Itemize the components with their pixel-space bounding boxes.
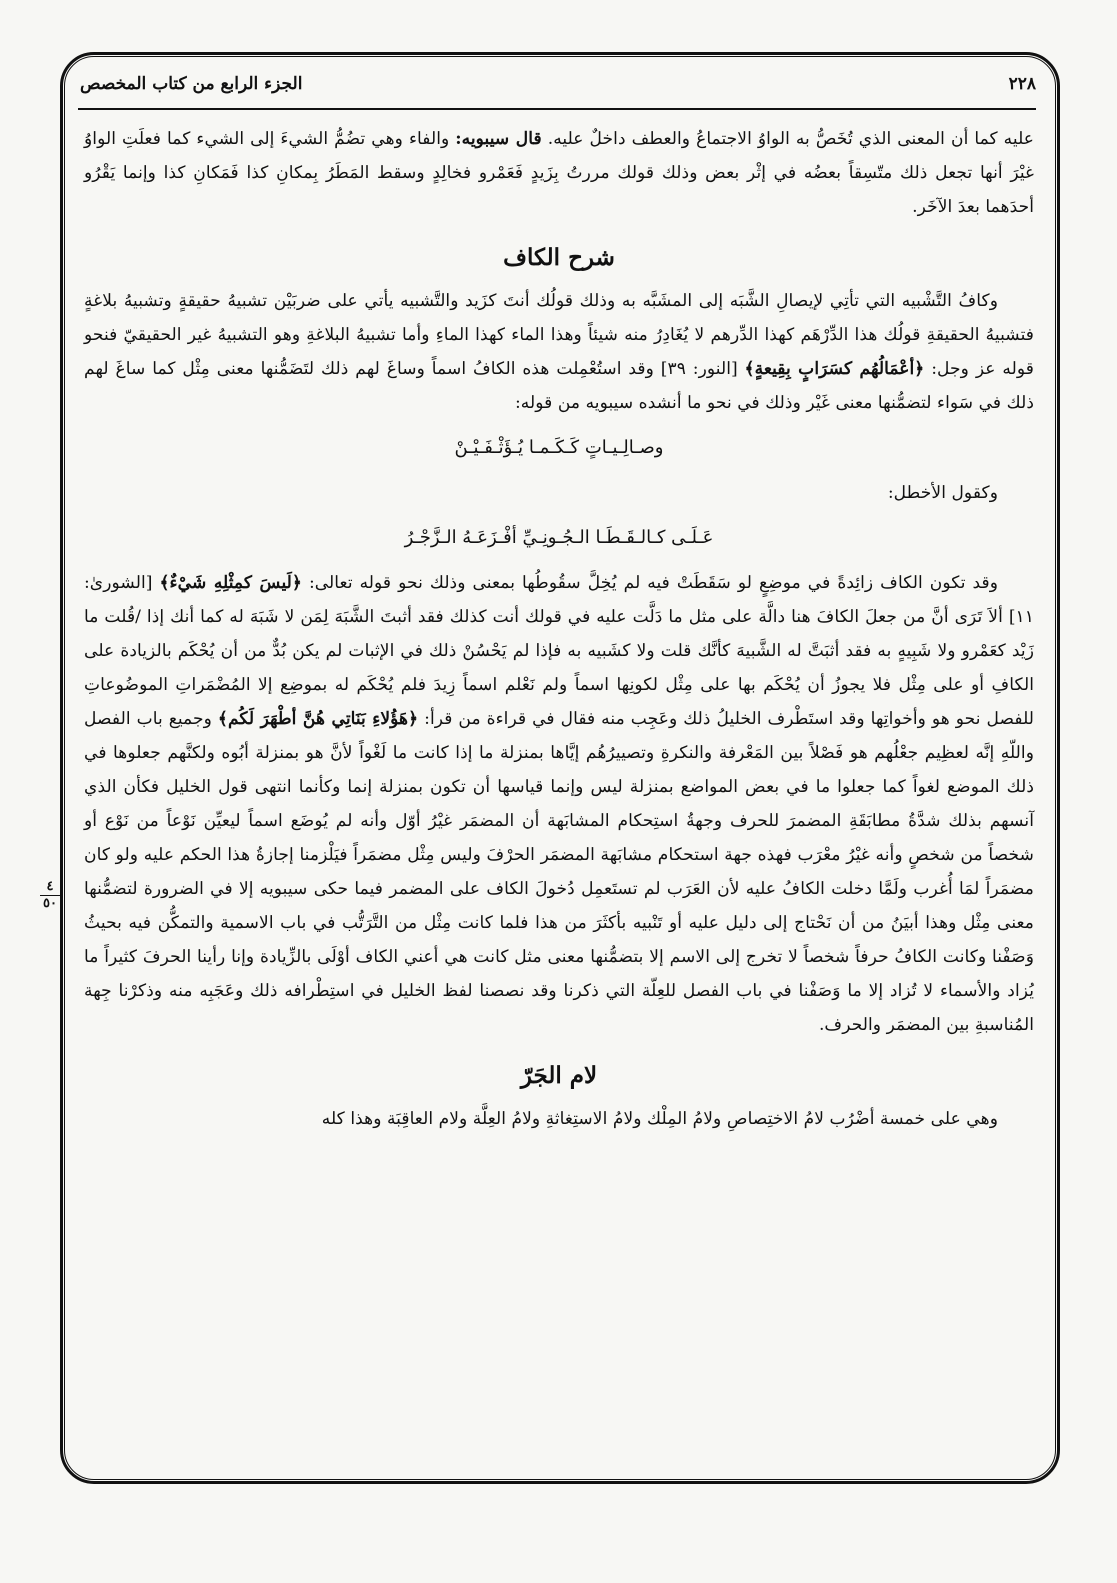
page-number: ٢٢٨ — [1008, 74, 1036, 94]
kaf-paragraph-3 — [84, 566, 1034, 1042]
kaf-paragraph-1 — [84, 284, 1034, 420]
kaf-p3-text-1: وقد تكون الكاف زائِدةً في موضِعٍ لو سَقَطَتْ فيه لم يُخِلَّ سقُوطُها بمعنى وذلك نحو قوله تعالى: — [308, 573, 998, 593]
section-lam-title: لام الجَرّ — [520, 1062, 598, 1089]
margin-folio-note — [30, 880, 70, 911]
page-body — [84, 122, 1034, 1136]
verse-2: عَـلَـى كـالـقَـطَـا الـجُـونِـيِّ أفْـزَعَـهُ الـزَّجْـرُ — [404, 527, 714, 548]
kaf-p3-text-2: [الشورىٰ: ١١] ألاَ تَرَى أنَّ من جعلَ الكافَ هنا دالَّة على مثل ما دَلَّت عليه في قولك أنت كذلك فقد أثبتَ الشَّبَهَ لِمَن لا شَبَهَ له كما أنك إذا /قُلت ما زَيْد كعَمْرو ولا شَبِيهٍ به فقد أثبَتَّ له الشَّبيهَ كأنَّك قلت ولا كشَبيه به فإذا لم يَحْسُنْ ذلك في الإثبات لم يكن بُدٌّ من أن يُحْكَم بالزيادة على الكافِ أو على مِثْل فلا يجوزُ أن يُحْكَم بها على مِثْل لكونِها اسماً ولم نَعْلم اسماً زِيدَ فلم يُحْكَم له بموضِع إلا المُضْمَراتِ الموضُوعاتِ للفصل نحو هو وأخواتِها وقد استَطْرف الخليلُ ذلك وعَجِب منه فقال في قراءة من قرأ: — [84, 573, 1035, 729]
margin-note-bottom: ٥٠ — [43, 896, 57, 911]
margin-note-top: ٤ — [46, 879, 54, 894]
intro-sibawayh-label: قال سيبويه: — [455, 129, 542, 149]
kaf-paragraph-2: وكقول الأخطل: — [887, 483, 998, 503]
page-header — [80, 62, 1036, 106]
lam-paragraph-1: وهي على خمسة أضْرُب لامُ الاختِصاصِ ولامُ المِلْك ولامُ الاستِغاثةِ ولامُ العِلَّة ولام العاقِبَة وهذا كله — [321, 1109, 998, 1129]
kaf-p1-text-2: [النور: ٣٩] وقد استُعْمِلت هذه الكافُ اسماً وساغَ لهم ذلك لتَضَمُّنها معنى مِثْل كما ساغَ لهم ذلك في سَواء لتضمُّنها معنى غَيْر وذلك في نحو ما أنشده سيبويه من قوله: — [84, 359, 1034, 413]
section-kaf-title: شرح الكاف — [503, 244, 615, 271]
kaf-p1-quran: ﴿أعْمَالُهُم كسَرَابٍ بِقِيعةٍ﴾ — [744, 359, 925, 379]
intro-text-1: عليه كما أن المعنى الذي تُخَصُّ به الواوُ الاجتماعُ والعطف داخلٌ عليه. — [547, 129, 1035, 149]
kaf-p3-text-3: وجميع باب الفصل واللّهِ إنَّه لعظِيم جعْلُهم هو فَصْلاً بين المَعْرفة والنكرةِ وتصييرُهُم إيَّاها بمنزلة ما إذا كانت ما لَغْواً لأنَّ هو بمنزلة أبُوه ولكنَّهم جعلوها في ذلك الموضع لغواً كما جعلوا ما في بعض المواضع بمنزلة ليس وإنما قياسها أن تكون بمنزلة إنما وكأنما انتهى قول الخليل فكأن الذي آنسهم بذلك شدَّةُ مطابَقَةِ المضمرَ للحرف وجهةُ استِحكام المشابَهة أن المضمَر غيْرُ أوّل وأنه لم يُوضَع اسماً ليعيِّن نَوْعاً من نَوْع أو شخصاً من شخصٍ وأنه غيْرُ معْرَب فهذه جهة استحكام مشابَهة المضمَر الحرْفَ وليس مِثْل مضمَراً فيَلْزمنا إجازةُ هذا الحكم عليه ولو كان مضمَراً لمَا أُغرب ولَمَّا دخلت الكافُ عليه لأن العَرَب لم تستَعمِل دُخولَ الكاف على المضمر فيما حكى سيبويه إلا في الضرورة لتضمُّنها معنى مِثْل وهذا أبيَنُ من أن نَحْتاج إلى دليل عليه أو تَنْبيه بأكثَرَ من هذا فلما كانت مِثْل من التَّرَتُّب في باب الاسمية والتمكُّن فيه بحيثُ وَصَفْنا وكانت الكافُ حرفاً شخصاً لا تخرج إلى الاسم إلا بتضمُّنها معنى مثل كانت هي أعني الكاف أوْلَى بالزِّيادة وإنا رأينا الحرفَ كثيراً ما يُزاد والأسماء لا تُزاد إلا ما وَصَفْنا في باب الفصل للعِلّة التي ذكرنا وقد نصصنا لفظ الخليل في استِطْرافه ذلك وعَجَبِه منه وذكرْنا جِهة المُناسبةِ بين المضمَر والحرف. — [84, 709, 1034, 1035]
verse-1: وصـالِـيـاتٍ كَـكَـمـا يُـؤَثْـفَـيْـنْ — [454, 437, 664, 458]
kaf-p1-text-1: وكافُ التَّشْبيه التي تأتِي لإيصالِ الشَّبَه إلى المشَبَّه به وذلك قولُك أنتَ كزَيد والتَّشبيه يأتي على ضربَيْن تشبيهُ حقيقةٍ وتشبيهُ بلاغةٍ فتشبيهُ الحقيقةِ قولُك هذا الدِّرْهَم كهذا الدِّرهم لا يُغَادِرُ منه شيئاً وهذا الماء كهذا الماءِ وأما تشبيهُ البلاغةِ وهو التشبيهُ غير الحقيقيّ فنحو قوله عز وجل: — [84, 291, 1035, 379]
running-title: الجزء الرابع من كتاب المخصص — [80, 74, 303, 94]
intro-text-2: والفاء وهي تضُمُّ الشيءَ إلى الشيء كما فعلَتِ الواوُ غيْرَ أنها تجعل ذلك متّسِقاً بعضُه في إثْر بعض وذلك قولك مررتُ بِزَيدٍ فَعَمْرو فخالِدٍ وسقط المَطَرُ بِمكانِ كذا فَمَكانِ كذا وإنما يَقْرُو أحدَهما بعدَ الآخَر. — [84, 129, 1034, 217]
header-rule — [78, 108, 1036, 110]
kaf-p3-quran-1: ﴿لَيسَ كمِثْلِهِ شَيْءٌ﴾ — [159, 573, 302, 593]
intro-paragraph — [84, 122, 1034, 224]
kaf-p3-quran-2: ﴿هَؤُلاءِ بَنَاتِي هُنَّ أطْهَرَ لَكُم﴾ — [217, 709, 419, 729]
